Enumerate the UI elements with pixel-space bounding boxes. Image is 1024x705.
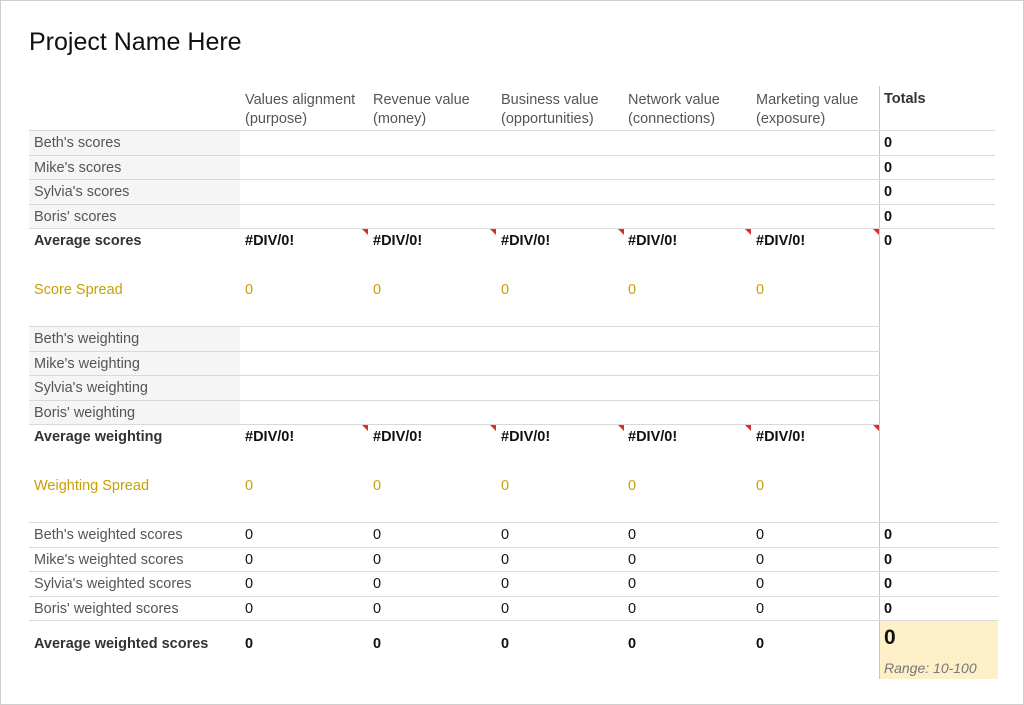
error-marker-icon — [618, 425, 624, 431]
average-weighted-cell[interactable]: 0 — [756, 636, 765, 652]
weighted-total-cell[interactable]: 0 — [884, 576, 893, 592]
grand-total-value: 0 — [884, 626, 896, 649]
weighted-score-cell[interactable]: 0 — [501, 576, 510, 592]
average-score-cell[interactable]: #DIV/0! — [756, 233, 806, 249]
row-label-mike-weighted[interactable]: Mike's weighted scores — [34, 552, 184, 568]
row-label-boris-weighting[interactable]: Boris' weighting — [34, 405, 136, 421]
average-weighting-label[interactable]: Average weighting — [34, 429, 163, 445]
weighted-score-cell[interactable]: 0 — [373, 601, 382, 617]
weighted-score-cell[interactable]: 0 — [628, 601, 637, 617]
average-weighted-cell[interactable]: 0 — [373, 636, 382, 652]
error-marker-icon — [873, 229, 879, 235]
weighted-score-cell[interactable]: 0 — [373, 576, 382, 592]
total-mike-scores[interactable]: 0 — [884, 160, 893, 176]
weighting-spread-cell[interactable]: 0 — [245, 478, 254, 494]
error-marker-icon — [618, 229, 624, 235]
weighted-score-cell[interactable]: 0 — [501, 601, 510, 617]
row-label-sylvia-weighting[interactable]: Sylvia's weighting — [34, 380, 148, 396]
weighted-score-cell[interactable]: 0 — [756, 576, 765, 592]
row-label-mike-scores[interactable]: Mike's scores — [34, 160, 122, 176]
weighting-spread-label[interactable]: Weighting Spread — [34, 478, 150, 494]
weighted-score-cell[interactable]: 0 — [373, 527, 382, 543]
weighted-score-cell[interactable]: 0 — [628, 552, 637, 568]
score-spread-label[interactable]: Score Spread — [34, 282, 123, 298]
average-weighting-cell[interactable]: #DIV/0! — [245, 429, 295, 445]
weighted-score-cell[interactable]: 0 — [245, 552, 254, 568]
average-score-cell[interactable]: #DIV/0! — [501, 233, 551, 249]
average-weighting-cell[interactable]: #DIV/0! — [628, 429, 678, 445]
average-weighting-cell[interactable]: #DIV/0! — [373, 429, 423, 445]
weighting-spread-cell[interactable]: 0 — [373, 478, 382, 494]
error-marker-icon — [745, 425, 751, 431]
error-marker-icon — [490, 229, 496, 235]
average-weighting-cell[interactable]: #DIV/0! — [756, 429, 806, 445]
header-totals[interactable]: Totals — [884, 91, 926, 107]
weighted-score-cell[interactable]: 0 — [756, 601, 765, 617]
score-spread-cell[interactable]: 0 — [756, 282, 765, 298]
row-label-mike-weighting[interactable]: Mike's weighting — [34, 356, 140, 372]
row-label-sylvia-scores[interactable]: Sylvia's scores — [34, 184, 130, 200]
average-score-total[interactable]: 0 — [884, 233, 893, 249]
header-business-value[interactable]: Business value (opportunities) — [501, 92, 599, 127]
header-revenue-value[interactable]: Revenue value (money) — [373, 92, 470, 127]
average-scores-label[interactable]: Average scores — [34, 233, 142, 249]
row-label-beth-weighted[interactable]: Beth's weighted scores — [34, 527, 183, 543]
score-spread-cell[interactable]: 0 — [373, 282, 382, 298]
weighting-spread-cell[interactable]: 0 — [501, 478, 510, 494]
weighting-spread-cell[interactable]: 0 — [628, 478, 637, 494]
weighted-score-cell[interactable]: 0 — [373, 552, 382, 568]
weighted-score-cell[interactable]: 0 — [245, 576, 254, 592]
weighted-score-cell[interactable]: 0 — [245, 601, 254, 617]
average-weighted-cell[interactable]: 0 — [628, 636, 637, 652]
row-label-boris-scores[interactable]: Boris' scores — [34, 209, 117, 225]
weighted-total-cell[interactable]: 0 — [884, 552, 893, 568]
row-label-beth-weighting[interactable]: Beth's weighting — [34, 331, 140, 347]
header-values-alignment[interactable]: Values alignment (purpose) — [245, 92, 356, 127]
average-weighted-cell[interactable]: 0 — [501, 636, 510, 652]
score-spread-cell[interactable]: 0 — [628, 282, 637, 298]
row-label-boris-weighted[interactable]: Boris' weighted scores — [34, 601, 179, 617]
total-sylvia-scores[interactable]: 0 — [884, 184, 893, 200]
weighted-score-cell[interactable]: 0 — [245, 527, 254, 543]
weighting-spread-cell[interactable]: 0 — [756, 478, 765, 494]
error-marker-icon — [362, 229, 368, 235]
error-marker-icon — [490, 425, 496, 431]
weighted-score-cell[interactable]: 0 — [501, 527, 510, 543]
row-label-sylvia-weighted[interactable]: Sylvia's weighted scores — [34, 576, 192, 592]
row-label-beth-scores[interactable]: Beth's scores — [34, 135, 121, 151]
weighted-score-cell[interactable]: 0 — [501, 552, 510, 568]
average-score-cell[interactable]: #DIV/0! — [373, 233, 423, 249]
range-note: Range: 10-100 — [884, 660, 977, 676]
error-marker-icon — [362, 425, 368, 431]
average-weighted-label[interactable]: Average weighted scores — [34, 636, 209, 652]
weighted-score-cell[interactable]: 0 — [628, 527, 637, 543]
score-spread-cell[interactable]: 0 — [245, 282, 254, 298]
weighted-score-cell[interactable]: 0 — [756, 527, 765, 543]
average-weighting-cell[interactable]: #DIV/0! — [501, 429, 551, 445]
header-network-value[interactable]: Network value (connections) — [628, 92, 720, 127]
weighted-score-cell[interactable]: 0 — [628, 576, 637, 592]
weighted-total-cell[interactable]: 0 — [884, 527, 893, 543]
page-title: Project Name Here — [29, 28, 242, 56]
totals-divider — [879, 86, 880, 679]
average-score-cell[interactable]: #DIV/0! — [245, 233, 295, 249]
average-weighted-cell[interactable]: 0 — [245, 636, 254, 652]
header-marketing-value[interactable]: Marketing value (exposure) — [756, 92, 859, 127]
average-score-cell[interactable]: #DIV/0! — [628, 233, 678, 249]
total-boris-scores[interactable]: 0 — [884, 209, 893, 225]
score-spread-cell[interactable]: 0 — [501, 282, 510, 298]
error-marker-icon — [873, 425, 879, 431]
error-marker-icon — [745, 229, 751, 235]
total-beth-scores[interactable]: 0 — [884, 135, 893, 151]
weighted-total-cell[interactable]: 0 — [884, 601, 893, 617]
weighted-score-cell[interactable]: 0 — [756, 552, 765, 568]
